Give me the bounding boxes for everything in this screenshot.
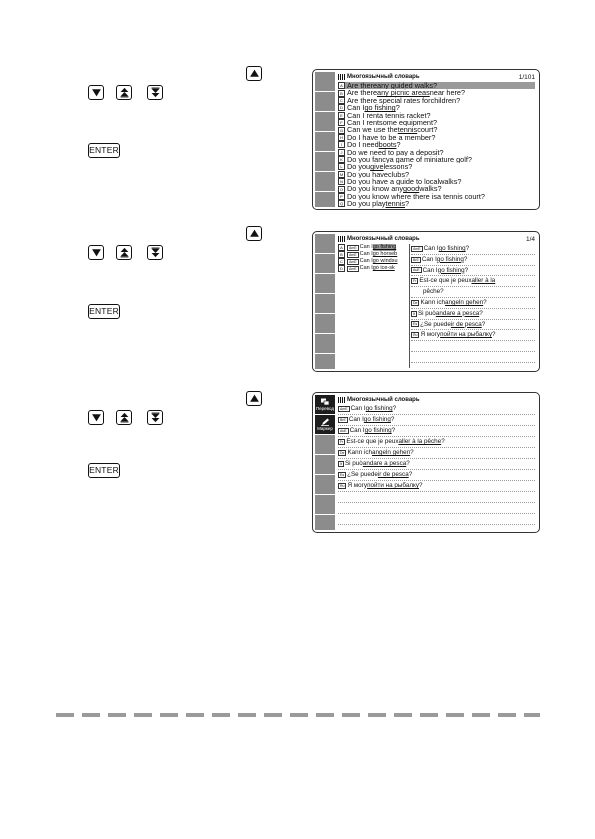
phrase-text: ? (395, 104, 400, 112)
item-letter: Q (339, 201, 344, 207)
list-item[interactable] (338, 178, 535, 185)
list-item[interactable] (338, 156, 535, 163)
double-up-arrow-icon (119, 87, 130, 98)
language-tag: Es (340, 473, 345, 477)
list-item[interactable] (338, 141, 535, 148)
keyword: ir de pesca (450, 320, 482, 328)
translation-row (338, 459, 535, 470)
keyword: aller à la pêche (398, 438, 442, 445)
phrase-text: ? (464, 266, 469, 274)
language-tag: AuE (340, 429, 347, 433)
keyword: go fishing (364, 427, 392, 434)
phrase-list (338, 244, 408, 272)
language-tag: De (413, 300, 418, 305)
language-tag: Ru (413, 333, 418, 338)
language-tag: BrE (340, 418, 346, 422)
phrase-text: Can I (350, 405, 366, 412)
phrase-text: ? (481, 320, 486, 328)
keyword: boots (378, 141, 397, 149)
phrase-text: walks? (419, 185, 442, 193)
screen-title: Многоязычный словарь (347, 236, 420, 242)
keyword: any picnic areas (377, 89, 430, 97)
language-tag: It (413, 311, 415, 316)
dictionary-icon (338, 236, 345, 242)
phrase-text: Can I (348, 416, 364, 423)
marker-icon (320, 418, 330, 426)
list-item[interactable] (338, 104, 535, 111)
translation-row (411, 244, 535, 255)
phrase-text: ? (479, 309, 483, 317)
page-down-key[interactable] (147, 85, 163, 100)
phrase-text: Can I (359, 251, 373, 257)
empty-row (338, 514, 535, 525)
keyword: a tennis racket (379, 111, 427, 119)
keyword: ir de pesca (377, 471, 409, 478)
empty-row (411, 363, 535, 372)
language-tag: Fr (413, 279, 417, 284)
language-tag: AmE (349, 266, 357, 271)
translation-row (338, 437, 535, 448)
down-arrow-icon (91, 247, 102, 258)
marker-button[interactable] (315, 415, 335, 435)
translation-row (411, 309, 535, 320)
screen-translation-full (312, 392, 540, 533)
phrase-text: ? (492, 331, 496, 339)
language-tag: AmE (349, 252, 357, 257)
phrase-text: Are there (347, 89, 378, 97)
double-down-arrow-icon (150, 412, 161, 423)
screen-phrase-list (312, 69, 540, 210)
phrase-text: Do you have a guide to local (347, 178, 440, 186)
keyword: go fishing (365, 405, 393, 412)
language-tag: Fr (340, 440, 344, 444)
language-tag: BrE (413, 257, 419, 262)
phrase-text: Do you know any (347, 185, 403, 193)
phrase-text: lessons? (383, 163, 413, 171)
phrase-text: Can I (423, 245, 439, 252)
list-item[interactable] (338, 149, 535, 156)
keyword: angeln gehen (372, 449, 411, 456)
phrase-text: near here? (429, 89, 466, 97)
enter-key[interactable]: ENTER (88, 304, 120, 319)
keyword: give (370, 163, 384, 171)
keyword: пойти на рыбалку (440, 331, 493, 339)
keyword: some equipment (379, 118, 433, 127)
phrase-text: Do you know where there is (347, 192, 438, 201)
up-arrow-key[interactable] (246, 391, 262, 406)
keyword: tennis (397, 126, 418, 134)
phrase-text: ? (406, 460, 410, 467)
phrase-text: Do I have to be a member? (347, 133, 436, 142)
translation-row (338, 404, 535, 415)
item-letter: B (338, 90, 345, 97)
item-letter: C (338, 258, 345, 265)
up-arrow-icon (249, 393, 260, 404)
item-letter: B (338, 251, 345, 258)
item-letter: A (338, 82, 345, 89)
down-arrow-key[interactable] (88, 245, 104, 260)
list-item[interactable] (338, 97, 535, 104)
list-item[interactable] (338, 134, 535, 141)
phrase-text: Can we use the (347, 126, 398, 134)
page-indicator: 1/101 (518, 73, 535, 81)
keyword: clubs (387, 170, 406, 179)
item-letter: J (338, 149, 345, 156)
phrase-text: ? (410, 449, 414, 456)
item-letter: P (338, 193, 345, 200)
item-letter: O (339, 186, 344, 192)
list-item[interactable] (338, 244, 408, 251)
phrase-text: ? (441, 438, 445, 445)
phrase-text: ? (392, 405, 397, 412)
phrase-text: ? (433, 82, 438, 90)
keyword: go fishing (372, 244, 397, 250)
phrase-text: Are there special rates for (347, 96, 431, 105)
phrase-text: Я могу (347, 482, 368, 489)
keyword: walks (439, 178, 458, 186)
keyword: пойти на рыбалку (367, 482, 420, 489)
item-letter: C (338, 97, 345, 104)
list-item[interactable] (338, 265, 408, 272)
language-tag: AmE (349, 245, 357, 250)
translation-list (411, 244, 535, 372)
keyword: children (430, 96, 457, 105)
keyword: go fishing (438, 245, 466, 252)
keyword: andare a pesca (435, 309, 480, 317)
keyword: andare a pesca (362, 460, 407, 467)
phrase-text: ? (419, 482, 423, 489)
phrase-text: ? (391, 427, 396, 434)
up-arrow-key[interactable] (246, 226, 262, 241)
language-tag: AmE (340, 407, 348, 411)
page-up-key[interactable] (116, 245, 132, 260)
phrase-text: Kann ich (347, 449, 372, 456)
phrase-text: Si può (344, 460, 363, 467)
empty-row (338, 492, 535, 503)
phrase-text: ? (467, 155, 472, 164)
keyword: go fishing (437, 266, 465, 274)
dictionary-icon (338, 74, 345, 80)
phrase-text: Я могу (420, 331, 441, 339)
phrase-text: pêche (423, 288, 441, 296)
phrase-list (338, 82, 535, 208)
screen-translation-split (312, 231, 540, 372)
phrase-text: Est-ce que je peux (346, 438, 399, 445)
translation-row (338, 415, 535, 426)
sidebar (315, 234, 335, 369)
list-item[interactable] (338, 200, 535, 207)
dashed-divider (56, 713, 540, 717)
phrase-text: Can I (359, 265, 373, 271)
phrase-text: Can I (359, 258, 373, 264)
phrase-text: Kann ich (420, 298, 445, 306)
keyword: go horseb (372, 251, 398, 257)
language-tag: Es (413, 322, 418, 327)
list-item[interactable] (338, 251, 408, 258)
keyword: a game of miniature golf (389, 155, 468, 164)
language-tag: AmE (349, 259, 357, 264)
phrase-text: Do you fancy (347, 155, 390, 164)
translation-row (411, 266, 535, 277)
phrase-text: ? (480, 192, 485, 201)
item-letter: D (338, 104, 345, 111)
list-item[interactable] (338, 126, 535, 133)
phrase-text: Do you play (347, 200, 386, 208)
dictionary-icon (338, 397, 345, 403)
translation-row (338, 426, 535, 437)
phrase-text: Do I need (347, 141, 379, 149)
list-item[interactable] (338, 112, 535, 119)
screen-header (338, 235, 535, 243)
double-up-arrow-icon (119, 412, 130, 423)
phrase-text: Can I (421, 255, 437, 263)
keyword: go ice-sk (372, 265, 395, 271)
phrase-text: ? (465, 245, 470, 252)
translation-row (411, 255, 535, 266)
keyword: go fishing (436, 255, 464, 263)
screen-header (338, 396, 535, 404)
double-down-arrow-icon (150, 87, 161, 98)
page-indicator: 1/4 (525, 235, 535, 243)
empty-row (338, 525, 535, 533)
translation-list (338, 404, 535, 533)
translation-row (411, 298, 535, 309)
item-letter: K (338, 156, 345, 163)
translation-row (411, 276, 535, 287)
page-up-key[interactable] (116, 85, 132, 100)
enter-key[interactable]: ENTER (88, 463, 120, 478)
item-letter: H (338, 134, 345, 141)
translate-label: Перевод (315, 405, 335, 411)
phrase-text: ? (463, 255, 468, 263)
phrase-text: Do you have (347, 170, 388, 179)
translation-row (338, 481, 535, 492)
keyword: good (402, 185, 420, 193)
phrase-text: Can I (422, 266, 438, 274)
screen-title: Многоязычный словарь (347, 397, 420, 403)
enter-key[interactable]: ENTER (88, 143, 120, 158)
phrase-text: ? (457, 178, 462, 186)
up-arrow-icon (249, 228, 260, 239)
up-arrow-icon (249, 68, 260, 79)
language-tag: AuE (413, 268, 420, 273)
phrase-text: Si può (417, 309, 436, 317)
item-letter: F (338, 119, 345, 126)
item-letter: D (338, 265, 345, 272)
list-item[interactable] (338, 185, 535, 192)
marker-label: Маркер (317, 425, 333, 431)
phrase-text: ? (390, 416, 395, 423)
sidebar (315, 72, 335, 207)
empty-row (411, 341, 535, 352)
list-item[interactable] (338, 163, 535, 170)
phrase-text: Can I rent (347, 111, 380, 119)
keyword: aller à la (471, 277, 496, 285)
phrase-text: ? (483, 298, 487, 306)
translate-button[interactable] (315, 395, 335, 415)
translation-row (411, 287, 535, 298)
empty-row (338, 503, 535, 514)
translation-row (411, 320, 535, 331)
phrase-text: ¿Se puede (420, 320, 451, 328)
down-arrow-icon (91, 412, 102, 423)
keyword: tennis (385, 200, 406, 208)
phrase-text: ? (433, 118, 438, 127)
divider (409, 244, 410, 368)
language-tag: AmE (413, 246, 421, 251)
phrase-text: Est-ce que je peux (419, 277, 472, 285)
empty-row (411, 352, 535, 363)
item-letter: G (339, 127, 344, 133)
item-letter: E (338, 112, 345, 119)
down-arrow-key[interactable] (88, 410, 104, 425)
list-item[interactable] (338, 119, 535, 126)
list-item[interactable] (338, 82, 535, 89)
item-letter: A (338, 244, 345, 251)
down-arrow-key[interactable] (88, 85, 104, 100)
keyword: go fishing (364, 104, 396, 112)
phrase-text: Can I (349, 427, 365, 434)
list-item[interactable] (338, 89, 535, 96)
phrase-text: court? (417, 126, 438, 134)
translation-row (411, 330, 535, 341)
double-up-arrow-icon (119, 247, 130, 258)
phrase-text: Do we need to pay a deposit? (347, 148, 444, 156)
language-tag: Ru (340, 484, 345, 488)
phrase-text: ¿Se puede (347, 471, 378, 478)
keyword: go fishing (363, 416, 391, 423)
phrase-text: Can I (359, 244, 373, 250)
list-item[interactable] (338, 258, 408, 265)
item-letter: L (338, 163, 345, 170)
page-down-key[interactable] (147, 245, 163, 260)
phrase-text: Are there (347, 82, 378, 90)
phrase-text: Can I rent (347, 118, 380, 127)
phrase-text: ? (408, 471, 413, 478)
phrase-text: ? (405, 200, 410, 208)
phrase-text: ? (440, 288, 444, 296)
keyword: any guided walks (377, 82, 433, 90)
language-tag: It (340, 462, 342, 466)
translation-row (338, 470, 535, 481)
translation-row (338, 448, 535, 459)
keyword: a tennis court (437, 192, 481, 201)
phrase-text: ? (396, 141, 401, 149)
item-letter: M (339, 171, 344, 177)
phrase-text: ? (405, 170, 410, 179)
up-arrow-key[interactable] (246, 66, 262, 81)
item-letter: I (338, 141, 345, 148)
keyword: angeln gehen (445, 298, 484, 306)
screen-header (338, 73, 535, 81)
list-item[interactable] (338, 193, 535, 200)
translate-icon (320, 398, 330, 406)
keyword: go windsu (372, 258, 398, 264)
phrase-text: ? (456, 96, 461, 105)
language-tag: De (340, 451, 345, 455)
screen-title: Многоязычный словарь (347, 74, 420, 80)
phrase-text: ? (426, 111, 431, 119)
down-arrow-icon (91, 87, 102, 98)
sidebar (315, 395, 335, 530)
list-item[interactable] (338, 171, 535, 178)
double-down-arrow-icon (150, 247, 161, 258)
phrase-text: Do you (347, 163, 371, 171)
item-letter: N (338, 178, 345, 185)
page-down-key[interactable] (147, 410, 163, 425)
page-up-key[interactable] (116, 410, 132, 425)
phrase-text: Can I (347, 104, 365, 112)
